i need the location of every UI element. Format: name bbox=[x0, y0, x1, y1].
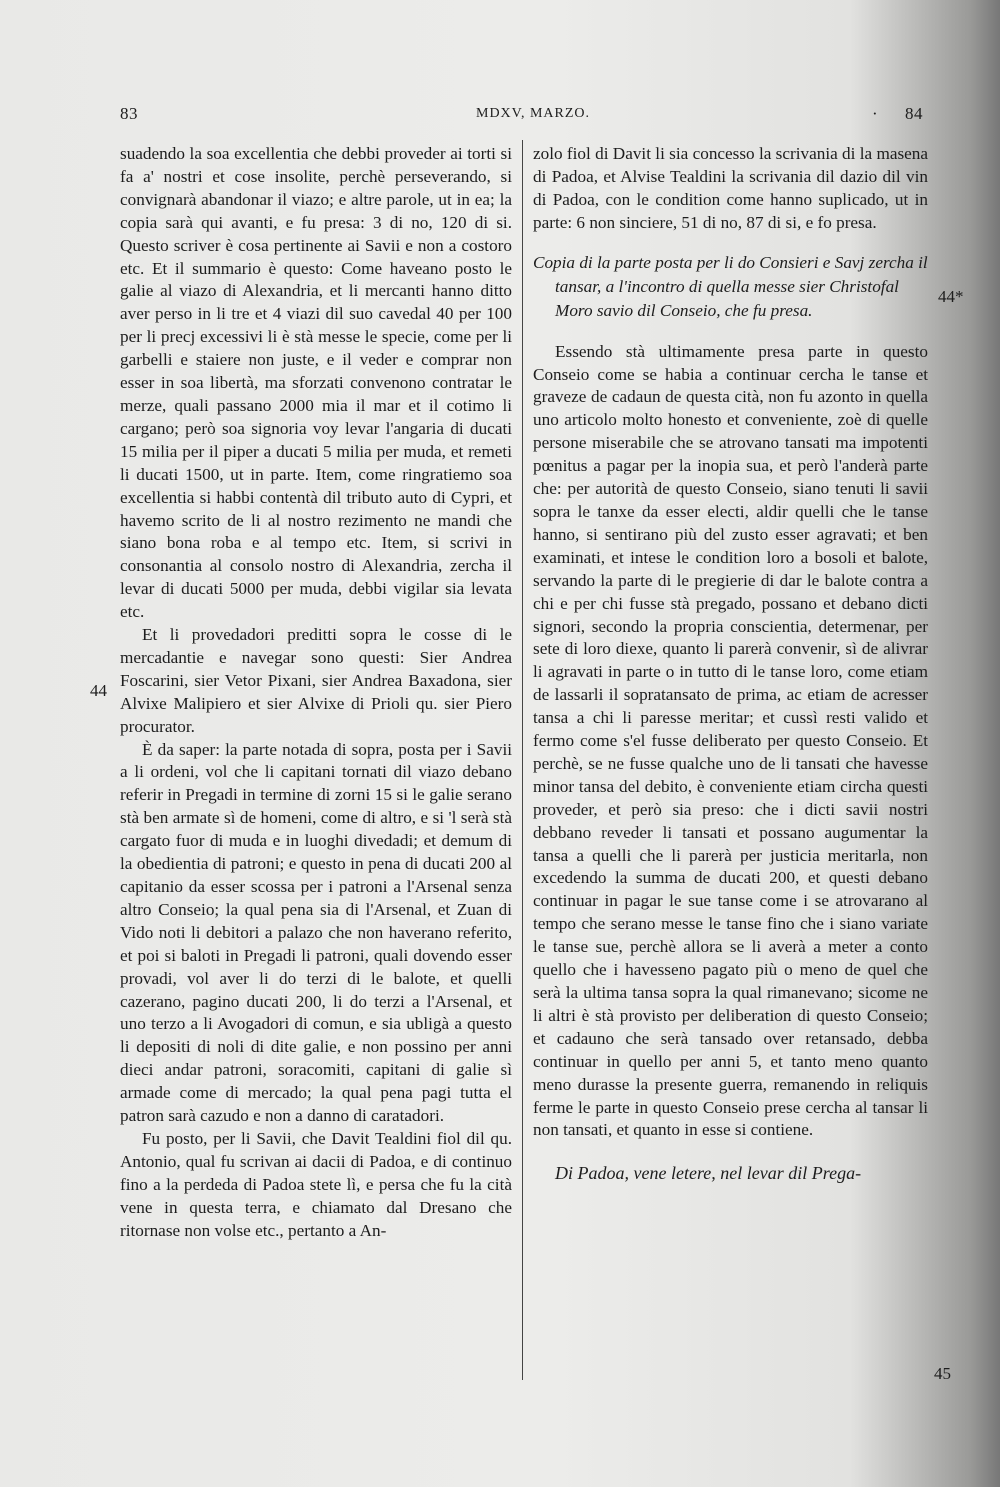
right-paragraph-3: Di Padoa, vene letere, nel levar dil Prega- bbox=[555, 1163, 862, 1184]
left-paragraph-4: Fu posto, per li Savii, che Davit Tealdini fiol dil qu. Antonio, qual fu scrivan ai dacii di Padoa, e di continuo fino a la perdeda di Padoa stete lì, e persa che fu la cità vene in questa terra, e chiamato dal Dresano che ritornase non volse etc., pertanto a An- bbox=[120, 1128, 512, 1240]
running-header bbox=[0, 104, 1000, 130]
left-column bbox=[120, 143, 512, 1243]
right-column bbox=[533, 143, 928, 1185]
left-paragraph-3: È da saper: la parte notada di sopra, posta per i Savii a li ordeni, vol che li capitani tornati dil viazo debano referir in Pregadi in termine di zorni 15 si le galie serano stà ben armate sì de homeni, come di altro, e si 'l serà stà cargato fuor di muda e in luoghi divedadi; et demum di la obedientia di patroni; e questo in pena di ducati 200 al capitanio da esser scossa per i patroni a l'Arsenal senza altro Conseio; la qual pena sia di l'Arsenal, et Zuan di Vido noti li debitori a palazo che non haverano referito, et poi si baloti in Pregadi li patroni, quali dovendo esser provadi, vol aver li do terzi di le balote, et quelli cazerano, pagino ducati 200, li do terzi a l'Arsenal, et uno terzo a li Avogadori di comun, e sia ubligà a questo li depositi di noli di dite galie, e non possino per anni dieci andar patroni, soracomiti, capitani di galie sì armade come di mercado; la qual pena pagi tutta el patron sarà cazudo e non a danno di caratadori. bbox=[120, 739, 512, 1126]
margin-number-right-45: 45 bbox=[934, 1364, 951, 1383]
right-paragraph-2: Essendo stà ultimamente presa parte in questo Conseio come se habia a continuar cercha le tanse et graveze de cadaun de questa cità, non fu azonto in quella uno articolo molto honesto et conveniente, zoè di quelle persone miserabile che se atrovano tansati ma impotenti pœnitus a pagar per la inopia sua, et però l'anderà parte che: per autorità de questo Conseio, siano tenuti li savii sopra le tanxe da esser electi, aldir quelli che le tanse hanno, si sentirano più del zusto esser agravati; et ben examinati, et intese le condition loro a bosoli et balote, servando la parte di le pregierie di dar le balote contra a chi e per chi fusse stà pregado, possano et debano dicti signori, secondo la propria conscientia, determenar, per sete di loro diexe, quanto li parerà convenir, sì de alivrar li agravati in parte o in tutto di le tanse loro, come etiam de lassarli il sopratansato de prima, ac etiam de acresser tansa a chi li paresse meritar; et cussì resti valido et fermo come s'el fusse deliberato per questo Conseio. Et perchè, se ne fusse qualche uno de li tansati che havesse minor tansa del debito, è conveniente etiam circha questi proveder, et però sia preso: che i dicti savii nostri debbano reveder li tansati et possano augumentar la tansa a quelli che li parerà per justicia meritarla, non excedendo la summa de ducati 200, et questi debano continuar in pagar le sue tanse come i se atrovarano al tempo che serano messe le tanse fino che i siano variate le tanse sue, perchè allora se li averà a meter a conto quello che i havesseno pagato più o meno de quel che serà la ultima tansa sopra la qual rimanevano; sicome ne li altri è stà provisto per deliberation di questo Conseio; et cadauno che serà tansado over retansado, debba continuar in quello per anni 5, et tanto meno quanto meno durasse la presente guerra, remanendo in reliquis ferme le parte in questo Conseio prese cercha al tansar li non tansati, et quanto in esse si contiene. bbox=[533, 341, 928, 1140]
right-paragraph-1: zolo fiol di Davit li sia concesso la scrivania di la masena di Padoa, et Alvise Tealdini la scrivania dil dazio dil vin di Padoa, con le condition come hanno suplicado, ut in parte: 6 non sinciere, 51 di no, 87 di si, e fo presa. bbox=[533, 144, 928, 232]
margin-number-right-44: 44* bbox=[938, 287, 964, 306]
left-paragraph-2: Et li provedadori preditti sopra le cosse di le mercadantie e navegar sono questi: Sier Andrea Foscarini, sier Vetor Pixani, sier Andrea Baxadona, sier Alvixe Malipiero et sier Alvixe di Prioli qu. sier Piero procurator. bbox=[120, 625, 512, 736]
header-dot: · bbox=[872, 104, 879, 123]
right-page-number: 84 bbox=[905, 104, 923, 123]
margin-number-left-44: 44 bbox=[90, 681, 107, 700]
left-page-number: 83 bbox=[120, 104, 138, 123]
column-divider bbox=[522, 140, 523, 1380]
running-title: MDXV, MARZO. bbox=[476, 106, 591, 121]
left-paragraph-1: suadendo la soa excellentia che debbi proveder ai torti si fa a' nostri et cose insolite, perchè perseverando, si convignarà abandonar il viazo; e altre parole, ut in ea; la copia sarà qui avanti, e fu presa: 3 di no, 120 di si. Questo scriver è cosa pertinente ai Savii e non a costoro etc. Et il summario è questo: Come haveano posto le galie al viazo di Alexandria, et li mercanti hanno ditto aver perso in li tre et 4 viazi dil suo cavedal 40 per 100 per li precj excessivi li è stà messe le specie, come per li garbelli e staiere non juste, e il veder e comprar non esser in soa libertà, ma sforzati convenono contratar le merze, quali passano 2000 mia il mar et il cotimo li cargano; però soa signoria voy levar l'angaria di ducati 15 milia per il piper a ducati 5 milia per muda, et remeti li ducati 1500, ut in parte. Item, come ringratiemo soa excellentia si habbi contentà dil tributo auto di Cypri, et havemo scrito de li al nostro rezimento ne mandi che siano bona roba e al tempo etc. Item, si scrivi in consonantia al consolo nostro di Alexandria, zercha il levar di ducati 5000 per muda, debbi vigilar sia levata etc. bbox=[120, 144, 512, 622]
section-heading: Copia di la parte posta per li do Consieri e Savj zercha il tansar, a l'incontro di quella messe sier Christofal Moro savio dil Conseio, che fu presa. bbox=[533, 252, 928, 320]
